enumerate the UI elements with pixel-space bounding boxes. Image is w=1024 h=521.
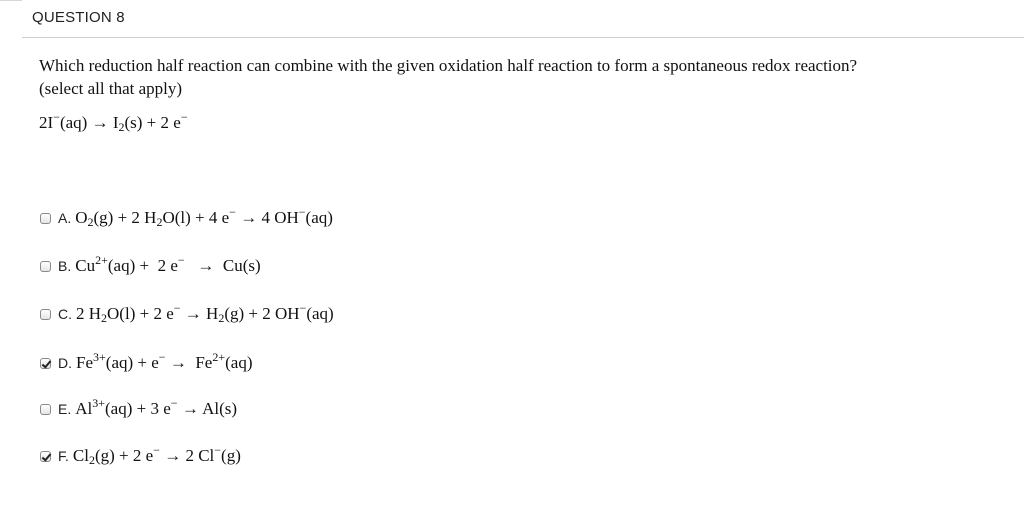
question-text-line-1: Which reduction half reaction can combine with the given oxidation half reaction to form a spontaneous redox reaction?	[39, 56, 858, 75]
option-letter: C.	[58, 306, 72, 322]
option-a-reaction: $O_2(g) + 2$ $H_2O(l) + 4$ e− → 4 OH−(aq)	[75, 205, 333, 229]
option-f[interactable]	[40, 444, 241, 468]
question-text-line-2: (select all that apply)	[39, 79, 183, 98]
option-c-reaction: 2 $H_2O(l) + 2$ $e^- \to H_2(g) + 2$ OH−(aq)	[76, 301, 334, 325]
option-c[interactable]	[40, 302, 334, 326]
option-e-reaction: $Al^{3+}(aq) + 3$ e− → Al(s)	[75, 396, 238, 418]
given-oxidation-reaction	[39, 110, 188, 134]
option-b[interactable]	[40, 254, 261, 278]
given-charge: −	[180, 110, 188, 124]
option-letter: B.	[58, 258, 72, 274]
question-text	[39, 54, 999, 100]
option-d-checkbox[interactable]	[40, 358, 51, 369]
question-title: QUESTION 8	[32, 9, 125, 26]
option-c-checkbox[interactable]	[40, 309, 51, 320]
given-text: (s) + 2 e	[124, 113, 181, 132]
option-b-checkbox[interactable]	[40, 261, 51, 272]
option-d[interactable]	[40, 351, 252, 375]
option-letter: A.	[58, 210, 72, 226]
given-charge: −	[53, 110, 60, 124]
option-d-reaction: $Fe^{3+}(aq) + e^- \to Fe^{2+}(aq)$	[76, 350, 253, 372]
option-letter: E.	[58, 401, 72, 417]
option-b-reaction: $Cu^{2+}(aq) + 2$ e− → Cu(s)	[75, 253, 261, 275]
option-letter: F.	[58, 448, 69, 464]
option-f-reaction: $Cl_2(g) + 2$ e− → 2 Cl−(g)	[72, 443, 241, 467]
option-a-checkbox[interactable]	[40, 213, 51, 224]
option-letter: D.	[58, 355, 72, 371]
option-a[interactable]	[40, 206, 333, 230]
question-header	[22, 0, 1024, 38]
option-e[interactable]	[40, 397, 237, 421]
given-text: (aq) → I	[59, 113, 119, 132]
given-text: 2I	[39, 113, 54, 132]
option-e-checkbox[interactable]	[40, 404, 51, 415]
given-subscript: 2	[118, 120, 125, 134]
option-f-checkbox[interactable]	[40, 451, 51, 462]
